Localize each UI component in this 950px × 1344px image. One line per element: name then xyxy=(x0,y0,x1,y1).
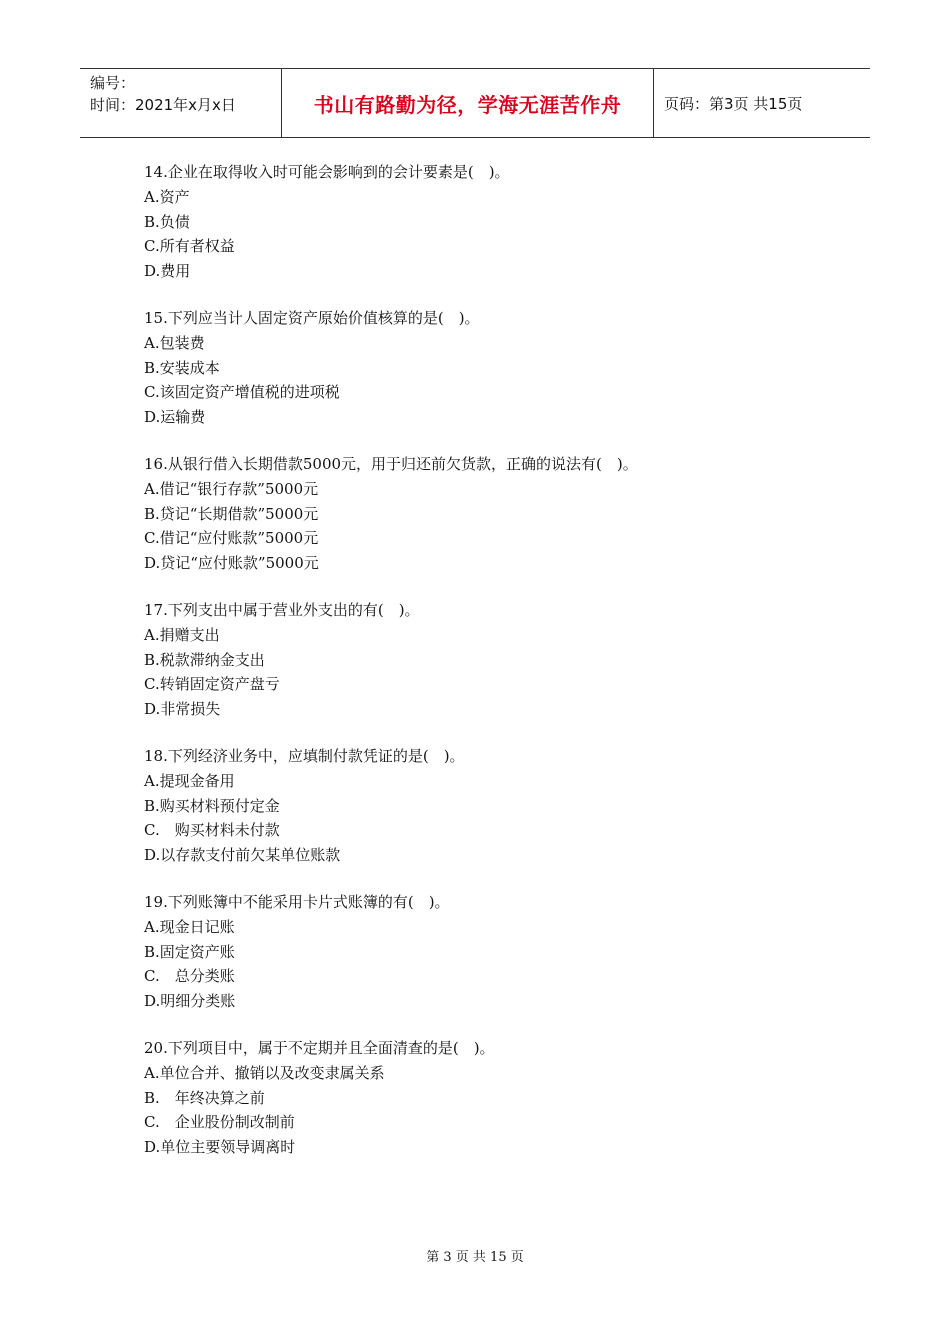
question-block xyxy=(144,306,844,430)
answer-option: C.该固定资产增值税的进项税 xyxy=(144,383,340,402)
answer-option: A.捐赠支出 xyxy=(144,625,220,644)
answer-option: C. 购买材料未付款 xyxy=(144,821,280,840)
serial-label: 编号： xyxy=(90,74,136,92)
answer-option: A.借记“银行存款”5000元 xyxy=(144,479,319,498)
question-stem: 14.企业在取得收入时可能会影响到的会计要素是( )。 xyxy=(144,163,510,181)
answer-option: D.明细分类账 xyxy=(144,992,236,1011)
answer-option: B.税款滞纳金支出 xyxy=(144,650,265,669)
answer-option: C. 总分类账 xyxy=(144,967,235,986)
answer-option: C.转销固定资产盘亏 xyxy=(144,675,280,694)
answer-option: B.贷记“长期借款”5000元 xyxy=(144,504,319,523)
answer-option: C.借记“应付账款”5000元 xyxy=(144,529,319,548)
question-list xyxy=(144,160,844,1182)
question-stem: 20.下列项目中，属于不定期并且全面清查的是( )。 xyxy=(144,1038,495,1057)
time-label: 时间：2021年x月x日 xyxy=(90,96,236,114)
answer-option: D.单位主要领导调离时 xyxy=(144,1138,296,1157)
header-page-cell xyxy=(654,69,870,137)
answer-option: D.贷记“应付账款”5000元 xyxy=(144,554,319,573)
footer-page-number: 第 3 页 共 15 页 xyxy=(426,1250,524,1265)
answer-option: D.运输费 xyxy=(144,408,206,427)
question-stem: 15.下列应当计人固定资产原始价值核算的是( )。 xyxy=(144,308,480,327)
answer-option: C. 企业股份制改制前 xyxy=(144,1113,295,1132)
page-footer xyxy=(0,1246,950,1265)
answer-option: A.现金日记账 xyxy=(144,917,235,936)
header-motto-cell xyxy=(282,69,654,137)
question-block xyxy=(144,1036,844,1160)
question-block xyxy=(144,890,844,1014)
question-stem: 16.从银行借入长期借款5000元，用于归还前欠货款，正确的说法有( )。 xyxy=(144,454,638,473)
answer-option: B.购买材料预付定金 xyxy=(144,796,280,815)
answer-option: A.提现金备用 xyxy=(144,771,235,790)
page-info: 页码：第3页 共15页 xyxy=(664,94,803,113)
answer-option: C.所有者权益 xyxy=(144,237,235,256)
answer-option: B. 年终决算之前 xyxy=(144,1088,265,1107)
question-stem: 18.下列经济业务中，应填制付款凭证的是( )。 xyxy=(144,746,465,765)
question-block xyxy=(144,598,844,722)
answer-option: B.固定资产账 xyxy=(144,942,235,961)
answer-option: A.单位合并、撤销以及改变隶属关系 xyxy=(144,1063,385,1082)
question-block xyxy=(144,452,844,576)
question-block xyxy=(144,744,844,868)
question-stem: 17.下列支出中属于营业外支出的有( )。 xyxy=(144,600,420,619)
answer-option: A.包装费 xyxy=(144,333,205,352)
page-header xyxy=(80,68,870,138)
question-stem: 19.下列账簿中不能采用卡片式账簿的有( )。 xyxy=(144,892,450,911)
answer-option: D.费用 xyxy=(144,262,191,281)
question-block xyxy=(144,160,844,284)
answer-option: D.以存款支付前欠某单位账款 xyxy=(144,846,341,865)
header-meta-cell xyxy=(80,69,282,137)
answer-option: A.资产 xyxy=(144,187,190,206)
answer-option: B.负债 xyxy=(144,212,190,231)
motto-text: 书山有路勤为径，学海无涯苦作舟 xyxy=(313,92,622,117)
answer-option: D.非常损失 xyxy=(144,700,221,719)
answer-option: B.安装成本 xyxy=(144,358,220,377)
